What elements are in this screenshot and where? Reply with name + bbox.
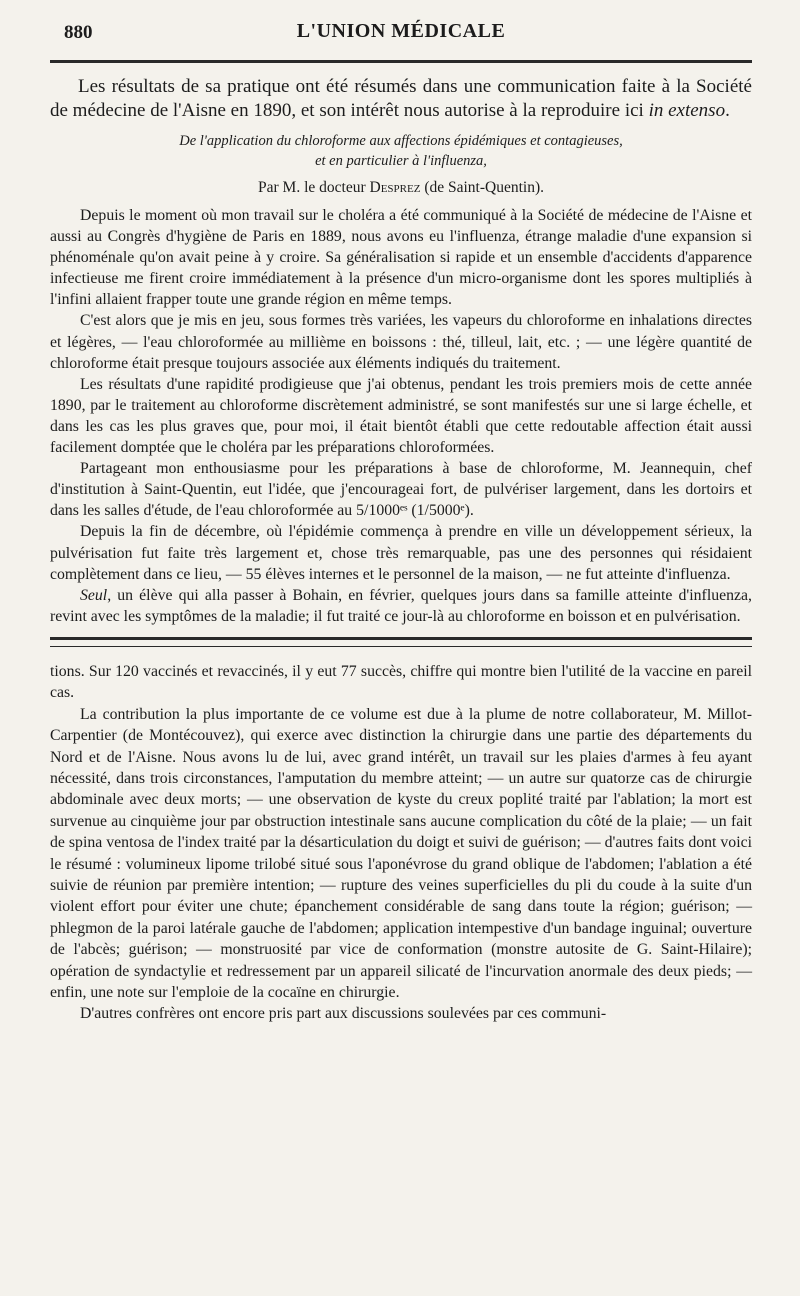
- header-rule: [50, 60, 752, 63]
- continued-paragraph: D'autres confrères ont encore pris part aux discussions soulevées par ces communi-: [80, 1005, 607, 1023]
- article-title-line-2: et en particulier à l'influenza,: [315, 153, 487, 169]
- article-paragraph: Depuis la fin de décembre, où l'épidémie commença à prendre en ville un développement sérieux, la pulvérisation fut faite très largement et, chose très remarquable, pas une des personnes qui résidaient complètement dans ce lieu, — 55 élèves internes et le personnel de la maison, — ne fut atteinte d'influenza.: [50, 523, 752, 583]
- article-body: [50, 205, 752, 627]
- article-paragraph: Partageant mon enthousiasme pour les préparations à base de chloroforme, M. Jeannequin, chef d'institution à Saint-Quentin, eut l'idée, que j'encourageai fort, de pulvériser largement, dans les dortoirs et dans les salles d'étude, de l'eau chloroformée au 5/1000ᵉˢ (1/5000ᵉ).: [50, 460, 752, 520]
- intro-emphasis: in extenso: [648, 100, 726, 121]
- article-paragraph: Les résultats d'une rapidité prodigieuse que j'ai obtenus, pendant les trois premiers mois de cette année 1890, par le traitement au chloroforme discrètement administré, se sont manifestés sur une si large échelle, et dans les cas les plus graves que, pour moi, il était bientôt établi que cette redoutable affection était aussi facilement domptée que le choléra par les préparations chloroformées.: [50, 375, 752, 457]
- intro-end: .: [725, 100, 730, 121]
- last-paragraph-emphasis: Seul: [80, 586, 108, 604]
- intro-paragraph: [50, 75, 752, 123]
- page-header: [50, 14, 752, 46]
- continued-column: [50, 661, 752, 1025]
- byline-suffix: (de Saint-Quentin).: [420, 179, 544, 196]
- continued-paragraph: La contribution la plus importante de ce volume est due à la plume de notre collaborateur, M. Millot-Carpentier (de Montécouvez), qui exerce avec distinction la chirurgie dans une partie des départements du Nord et de l'Aisne. Nous avons lu de lui, avec grand intérêt, un travail sur les plaies d'armes à feu ayant nécessité, dans trois circonstances, l'amputation du membre atteint; — un autre sur quatorze cas de chirurgie abdominale avec deux morts; — une observation de kyste du creux poplité traité par l'ablation; la mort est survenue au cinquième jour par obstruction intestinale sans aucune complication du côté de la plaie; — un fait de spina ventosa de l'index traité par la désarticulation du doigt et suivi de guérison; — d'autres faits dont voici le résumé : volumineux lipome trilobé situé sous l'aponévrose du grand oblique de l'abdomen; l'ablation a été suivie de réunion par première intention; — rupture des veines superficielles du pli du coude à la suite d'un violent effort pour éviter une chute; épanchement considérable de sang dans toute la région; guérison; — phlegmon de la paroi latérale gauche de l'abdomen; application intempestive d'un bandage inguinal; ouverture de l'abcès; guérison; — monstruosité par vice de conformation (monstre autosite de G. Saint-Hilaire); opération de syndactylie et redressement par un appareil silicaté de l'incurvation anormale des deux pieds; — enfin, une note sur l'emploie de la cocaïne en chirurgie.: [50, 705, 752, 1001]
- article-paragraph-last: [50, 585, 752, 627]
- article-byline: [50, 179, 752, 197]
- article-title: [50, 131, 752, 171]
- article-paragraph: Depuis le moment où mon travail sur le choléra a été communiqué à la Société de médecine de l'Aisne et aussi au Congrès d'hygiène de Paris en 1889, nous avons eu l'influenza, étrange maladie d'une expansion si phénoménale qu'on avait peine à y croire. Sa généralisation si rapide et un ensemble d'accidents d'apparence infectieuse me firent croire immédiatement à la présence d'un micro-organisme dont les spores multipliés à l'infini allaient frapper toute une grande région en même temps.: [50, 207, 752, 309]
- intro-text: Les résultats de sa pratique ont été résumés dans une communication faite à la Société de médecine de l'Aisne en 1890, et son intérêt nous autorise à la reproduire ici: [50, 76, 752, 121]
- article-title-line-1: De l'application du chloroforme aux affections épidémiques et contagieuses,: [179, 133, 623, 149]
- byline-prefix: Par M. le docteur: [258, 179, 370, 196]
- section-divider: [50, 637, 752, 647]
- running-title: L'UNION MÉDICALE: [296, 20, 506, 42]
- page: [50, 14, 752, 1025]
- last-paragraph-text: , un élève qui alla passer à Bohain, en février, quelques jours dans sa famille atteinte d'influenza, revint avec les symptômes de la maladie; il fut traité ce jour-là au chloroforme en boisson et en pulvérisation.: [50, 586, 752, 625]
- continued-paragraph: tions. Sur 120 vaccinés et revaccinés, il y eut 77 succès, chiffre qui montre bien l'utilité de la vaccine en pareil cas.: [50, 662, 752, 702]
- article-paragraph: C'est alors que je mis en jeu, sous formes très variées, les vapeurs du chloroforme en inhalations directes et légères, — l'eau chloroformée au millième en boissons : thé, tilleul, lait, etc. ; — une légère quantité de chloroforme était presque toujours associée aux éléments indiqués du traitement.: [50, 312, 752, 372]
- byline-author: Desprez: [369, 179, 421, 196]
- page-number: 880: [64, 22, 93, 43]
